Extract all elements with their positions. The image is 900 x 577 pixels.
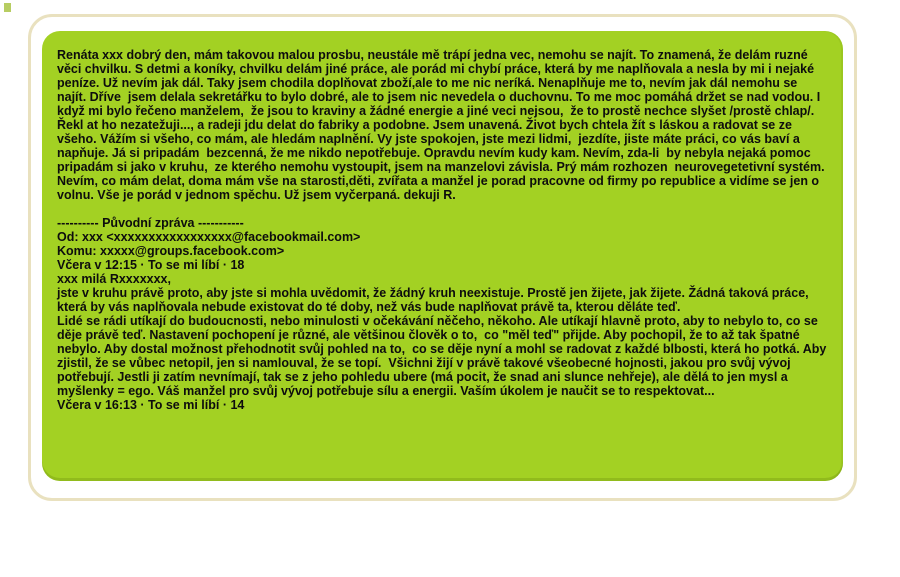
content-card bbox=[28, 14, 857, 501]
to-line: Komu: xxxxx@groups.facebook.com> bbox=[57, 244, 285, 258]
original-message-text: Renáta xxx dobrý den, mám takovou malou prosbu, neustále mě trápí jedna vec, nemohu se najít. To znamená, že delám ruzné věci chvilku. S detmi a koníky, chvilku delám jiné práce, ale porád mi chybí práce, která by me naplňovala a nesla by mi i nejaké peníze. Už nevím jak dál. Taky jsem chodila doplňovat zboží,ale to me nic neríká. Nenaplňuje me to, nevím jak dál nemohu se najít. Dříve jsem delala sekretářku to bylo dobré, ale to jsem nic nevedela o duchovnu. To me moc pomáhá držet se nad vodou. I když mi bylo řečeno manželem, že jsou to kraviny a žádné energie a jiné veci nejsou, že to prostě nechce slyšet /prostě chlap/. Řekl at ho nezatežuji..., a radeji jdu delat do fabriky a podobne. Jsem unavená. Život bych chtela žít s láskou a radovat se ze všeho. Vážím si všeho, co mám, ale hledám naplnění. Vy jste spokojen, jste mezi lidmi, jezdíte, jiste máte práci, co vás baví a napňuje. Já si pripadám bezcenná, že me nikdo nepotřebuje. Opravdu nevím kudy kam. Nevím, zda-li by nebyla nejaká pomoc pripadám si jako v kruhu, ze kterého nemohu vystoupit, jsem na manzelovi závisla. Prý mám rozhozen neurovegetetivní systém. Nevím, co mám delat, doma mám vše na starosti,děti, zvířata a manžel je porad pracovne od firmy po republice a vidíme se jen o volnu. Vše je porád v jednom spěchu. Už jsem vyčerpaná. dekuji R. bbox=[57, 48, 829, 202]
corner-accent-square bbox=[4, 3, 11, 12]
from-line: Od: xxx <xxxxxxxxxxxxxxxxx@facebookmail.com> bbox=[57, 230, 361, 244]
message-panel bbox=[42, 31, 843, 481]
reply-paragraph-2: Lidé se rádi utíkají do budoucnosti, nebo minulosti v očekávání něčeho, někoho. Ale utíkají hlavně proto, aby to nebylo to, co se děje právě teď. Nastavení pochopení je různé, ale většinou člověk o to, co "měl teď" přijde. Aby pochopil, že to až tak špatné nebylo. Aby dostal možnost přehodnotit svůj pohled na to, co se děje nyní a mohl se radovat z každé blbosti, která ho potká. Aby zjistil, že se vůbec netopil, jen si namlouval, že se topí. Všichni žijí v právě takové všeobecné hojnosti, jakou pro svůj vývoj potřebují. Jestli ji zatím nevnímají, tak se z jeho pohledu ubere (má pocit, že snad ani slunce nehřeje), ale dělá to jen mysl a myšlenky = ego. Váš manžel pro svůj vývoj potřebuje sílu a energii. Vaším úkolem je naučit se to respektovat... bbox=[57, 314, 830, 398]
reply-paragraph-1: jste v kruhu právě proto, aby jste si mohla uvědomit, že žádný kruh neexistuje. Prostě jen žijete, jak žijete. Žádná taková práce, která by vás naplňovala nebude existovat do té doby, než vás bude naplňovat právě ta, kterou děláte teď. bbox=[57, 286, 813, 314]
reply-salutation: xxx milá Rxxxxxxx, bbox=[57, 272, 171, 286]
first-post-meta: Včera v 12:15 · To se mi líbí · 18 bbox=[57, 258, 245, 272]
reply-post-meta: Včera v 16:13 · To se mi líbí · 14 bbox=[57, 398, 245, 412]
separator-line: ---------- Původní zpráva ----------- bbox=[57, 216, 244, 230]
